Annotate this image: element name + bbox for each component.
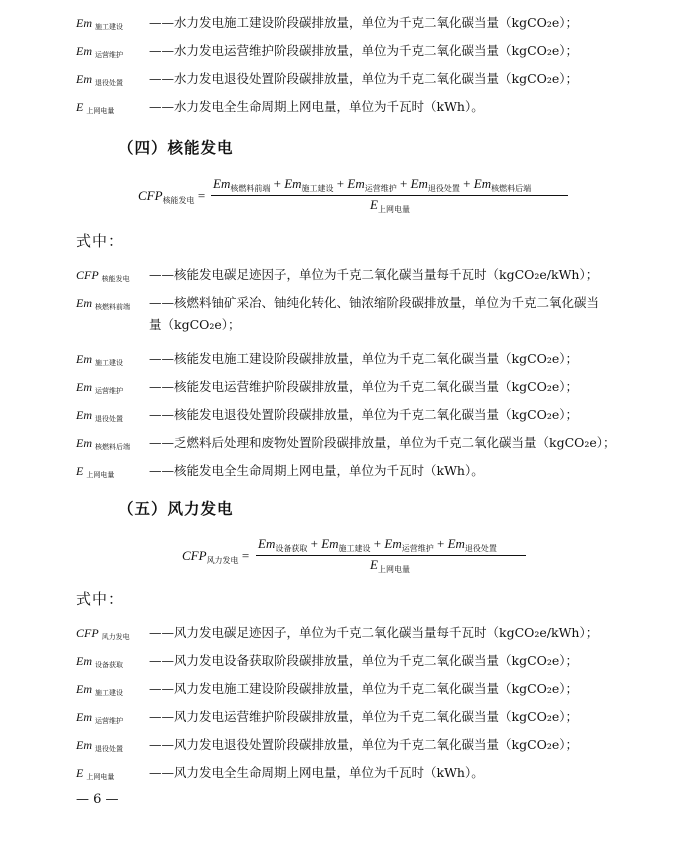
formula-denominator: $E_{上网电量}$ [370, 197, 410, 214]
def-symbol: Em $_{设备获取}$ [76, 654, 123, 669]
formula-numerator: $Em_{设备获取} + Em_{施工建设} + Em_{运营维护} + Em_{退役处置}$ [258, 536, 497, 553]
def-symbol: Em $_{运营维护}$ [76, 710, 123, 725]
wind-def-row [0, 732, 693, 758]
nuclear-def-row [0, 430, 693, 456]
nuclear-def-row [0, 346, 693, 372]
def-description: ——水力发电全生命周期上网电量，单位为千瓦时（kWh）。 [149, 99, 484, 114]
def-description: ——风力发电运营维护阶段碳排放量，单位为千克二氧化碳当量（kgCO₂e）； [149, 709, 579, 724]
section-heading-nuclear: （四）核能发电 [118, 138, 234, 157]
nuclear-def-row [0, 374, 693, 400]
def-description-continued: 量（kgCO₂e）； [149, 317, 241, 332]
fraction-bar [211, 195, 568, 196]
def-symbol: Em $_{施工建设}$ [76, 352, 123, 367]
wind-def-row [0, 760, 693, 786]
formula-numerator: $Em_{核燃料前端} + Em_{施工建设} + Em_{运营维护} + Em_{退役处置} + Em_{核燃料后端}$ [213, 176, 532, 193]
def-description: ——核燃料铀矿采冶、铀纯化转化、铀浓缩阶段碳排放量，单位为千克二氧化碳当 [149, 295, 600, 310]
def-description: ——风力发电退役处置阶段碳排放量，单位为千克二氧化碳当量（kgCO₂e）； [149, 737, 579, 752]
formula-denominator: $E_{上网电量}$ [370, 557, 410, 574]
section-heading-wind: （五）风力发电 [118, 499, 234, 518]
def-symbol: CFP $_{风力发电}$ [76, 626, 130, 641]
wind-formula [182, 536, 542, 578]
hydro-def-row [0, 10, 693, 36]
def-description: ——核能发电施工建设阶段碳排放量，单位为千克二氧化碳当量（kgCO₂e）； [149, 351, 579, 366]
hydro-def-row [0, 38, 693, 64]
def-symbol: Em $_{退役处置}$ [76, 72, 123, 87]
def-description: ——水力发电施工建设阶段碳排放量，单位为千克二氧化碳当量（kgCO₂e）； [149, 15, 579, 30]
formula-lhs: $CFP_{核能发电}$ = [138, 188, 206, 205]
hydro-def-row [0, 66, 693, 92]
def-symbol: E $_{上网电量}$ [76, 464, 115, 479]
wind-def-row [0, 620, 693, 646]
def-description: ——核能发电退役处置阶段碳排放量，单位为千克二氧化碳当量（kgCO₂e）； [149, 407, 579, 422]
def-symbol: Em $_{施工建设}$ [76, 682, 123, 697]
def-symbol: Em $_{退役处置}$ [76, 738, 123, 753]
def-description: ——水力发电运营维护阶段碳排放量，单位为千克二氧化碳当量（kgCO₂e）； [149, 43, 579, 58]
nuclear-def-row [0, 290, 693, 340]
def-description: ——核能发电全生命周期上网电量，单位为千瓦时（kWh）。 [149, 463, 484, 478]
def-description: ——核能发电运营维护阶段碳排放量，单位为千克二氧化碳当量（kgCO₂e）； [149, 379, 579, 394]
def-description: ——风力发电设备获取阶段碳排放量，单位为千克二氧化碳当量（kgCO₂e）； [149, 653, 579, 668]
def-description: ——乏燃料后处理和废物处置阶段碳排放量，单位为千克二氧化碳当量（kgCO₂e）； [149, 435, 616, 450]
def-symbol: E $_{上网电量}$ [76, 100, 115, 115]
wind-def-row [0, 648, 693, 674]
def-description: ——风力发电碳足迹因子，单位为千克二氧化碳当量每千瓦时（kgCO₂e/kWh）； [149, 625, 599, 640]
def-description: ——水力发电退役处置阶段碳排放量，单位为千克二氧化碳当量（kgCO₂e）； [149, 71, 579, 86]
nuclear-formula [138, 176, 578, 218]
def-symbol: CFP $_{核能发电}$ [76, 268, 130, 283]
hydro-def-row [0, 94, 693, 120]
def-symbol: Em $_{运营维护}$ [76, 380, 123, 395]
def-symbol: Em $_{运营维护}$ [76, 44, 123, 59]
def-symbol: Em $_{施工建设}$ [76, 16, 123, 31]
formula-lhs: $CFP_{风力发电}$ = [182, 548, 250, 565]
nuclear-def-row [0, 402, 693, 428]
def-symbol: E $_{上网电量}$ [76, 766, 115, 781]
def-description: ——核能发电碳足迹因子，单位为千克二氧化碳当量每千瓦时（kgCO₂e/kWh）； [149, 267, 599, 282]
def-symbol: Em $_{核燃料前端}$ [76, 296, 130, 311]
def-symbol: Em $_{核燃料后端}$ [76, 436, 130, 451]
def-description: ——风力发电全生命周期上网电量，单位为千瓦时（kWh）。 [149, 765, 484, 780]
wind-def-row [0, 676, 693, 702]
wind-def-row [0, 704, 693, 730]
where-label: 式中： [76, 590, 125, 608]
nuclear-def-row [0, 262, 693, 288]
fraction-bar [256, 555, 526, 556]
where-label: 式中： [76, 232, 125, 250]
def-description: ——风力发电施工建设阶段碳排放量，单位为千克二氧化碳当量（kgCO₂e）； [149, 681, 579, 696]
page-number: — 6 — [76, 792, 119, 807]
def-symbol: Em $_{退役处置}$ [76, 408, 123, 423]
nuclear-def-row [0, 458, 693, 484]
